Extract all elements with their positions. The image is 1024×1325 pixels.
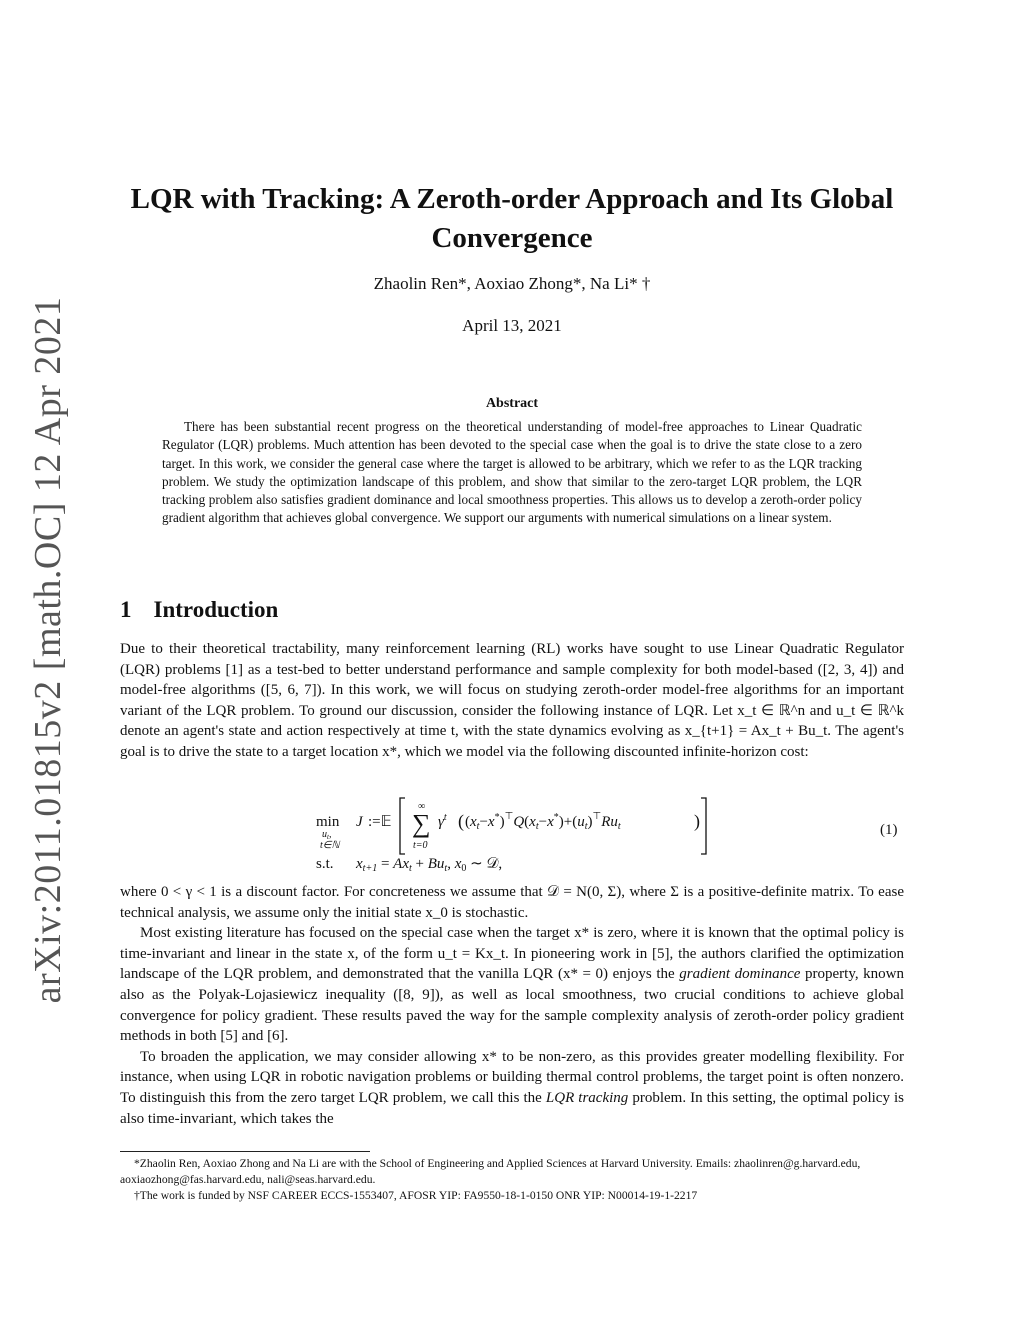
min-operator: min — [316, 814, 340, 830]
paragraph-broaden-application — [120, 1047, 904, 1129]
left-bracket — [400, 798, 405, 854]
right-bracket — [701, 798, 706, 854]
section-title: Introduction — [153, 597, 279, 622]
emphasis-lqr-tracking: LQR tracking — [545, 1089, 629, 1106]
gamma-term: $\gamma^t$ — [438, 812, 447, 830]
abstract-heading: Abstract — [485, 396, 539, 411]
sum-symbol: ∑ — [412, 809, 431, 838]
abstract-body — [162, 418, 862, 528]
footnote-divider — [120, 1151, 370, 1152]
constraint: $x_{t+1} = Ax_t + Bu_t$, $x_0$ ∼ 𝒟, — [356, 856, 503, 874]
emphasis-gradient-dominance: gradient dominance — [679, 966, 801, 983]
arxiv-identifier: arXiv:2011.01815v2 [math.OC] 12 Apr 2021 — [27, 296, 69, 1004]
paragraph-text: To broaden the application, we may consider allowing x* to be non-zero, as this provides greater modelling flexibility. For instance, when using LQR in robotic navigation problems or building thermal control problems, the target point is often nonzero. To distinguish this from the zero target LQR problem, we call this the — [120, 1048, 904, 1106]
intro-paragraph-1 — [120, 639, 904, 763]
author-list: Zhaolin Ren*, Aoxiao Zhong*, Na Li* † — [373, 274, 651, 293]
paragraph-text: Due to their theoretical tractability, many reinforcement learning (RL) works have sought to use Linear Quadratic Regulator (LQR) problems [1] as a test-bed to better understand performance and sample complexity for both model-based ([2, 3, 4]) and model-free algorithms ([5, 6, 7]). In this work, we will focus on studying zeroth-order model-free algorithms for an important variant of the LQR problem. To ground our discussion, consider the following instance of LQR. Let x_t ∈ ℝ^n and u_t ∈ ℝ^k denote an agent's state and action respectively at time t, with the state dynamics evolving as x_{t+1} = Ax_t + Bu_t. The agent's goal is to drive the state to a target location x*, which we model via the following discounted infinite-horizon cost: — [120, 641, 904, 760]
footnote-affiliation: *Zhaolin Ren, Aoxiao Zhong and Na Li are with the School of Engineering and Applied Sciences at Harvard University. Emails: zhaolinren@g.harvard.edu, aoxiaozhong@fas.harvard.edu, nali@seas.harvard.edu. — [120, 1157, 861, 1186]
paragraph-existing-literature — [120, 923, 904, 1047]
paragraph-after-equation: where 0 < γ < 1 is a discount factor. For concreteness we assume that 𝒟 = N(0, Σ), where Σ is a positive-definite matrix. To ease technical analysis, we assume only the initial state x_0 is stochastic. — [120, 884, 904, 921]
paper-title: LQR with Tracking: A Zeroth-order Approach and Its Global Convergence — [130, 183, 894, 254]
close-paren: ) — [694, 811, 700, 831]
open-paren: ( — [458, 811, 464, 831]
min-subscript-1: $u_t$, — [322, 829, 332, 841]
objective-J: J — [356, 814, 363, 830]
paragraph-text: problem. In this setting, the optimal policy is also time-invariant, which takes the — [120, 1089, 905, 1127]
min-subscript-2: t∈ℕ — [320, 840, 340, 851]
equation-graphic — [312, 790, 712, 875]
sum-lower-limit: t=0 — [413, 840, 428, 851]
abstract-text: There has been substantial recent progress on the theoretical understanding of model-free approaches to Linear Quadratic Regulator (LQR) problems. Much attention has been devoted to the special case when the goal is to drive the state close to a zero target. In this work, we consider the general case where the target is allowed to be arbitrary, which we refer to as the LQR tracking problem. We study the optimization landscape of this problem, and show that similar to the zero-target LQR problem, the LQR tracking problem also satisfies gradient dominance and local smoothness properties. This allows us to develop a zeroth-order policy gradient algorithm that achieves global convergence. We support our arguments with numerical simulations on a linear system. — [162, 419, 862, 526]
sum-upper-limit: ∞ — [418, 801, 426, 812]
paragraph-text: Most existing literature has focused on the special case when the target x* is zero, where it is known that the optimal policy is time-invariant and linear in the state x, of the form u_t = Kx_t. In pioneering work in [5], the authors clarified the optimization landscape of the LQR problem, and demonstrated that the vanilla LQR (x* = 0) enjoys the — [120, 925, 904, 983]
equation-1 — [312, 790, 712, 875]
subject-to-label: s.t. — [316, 856, 334, 872]
equation-number: (1) — [880, 822, 898, 838]
section-heading — [120, 597, 278, 623]
footnotes — [120, 1156, 904, 1204]
publication-date: April 13, 2021 — [462, 316, 562, 335]
objective-assign: :=𝔼 — [368, 814, 392, 830]
intro-paragraphs-continued — [120, 882, 904, 1129]
footnote-funding: †The work is funded by NSF CAREER ECCS-1553407, AFOSR YIP: FA9550-18-1-0150 ONR YIP: N00014-19-1-2217 — [134, 1189, 698, 1202]
section-number: 1 — [120, 597, 132, 622]
quad-term: $(x_t-x^*)^⊤Q(x_t-x^*)+(u_t)^⊤Ru_t$ — [465, 811, 621, 832]
paragraph-text: property, known also as the Polyak-Lojasiewicz inequality ([8, 9]), as well as local smoothness, two crucial conditions to achieve global convergence for policy gradient. These results paved the way for the sample complexity analysis of zeroth-order policy gradient methods in both [5] and [6]. — [120, 966, 905, 1045]
